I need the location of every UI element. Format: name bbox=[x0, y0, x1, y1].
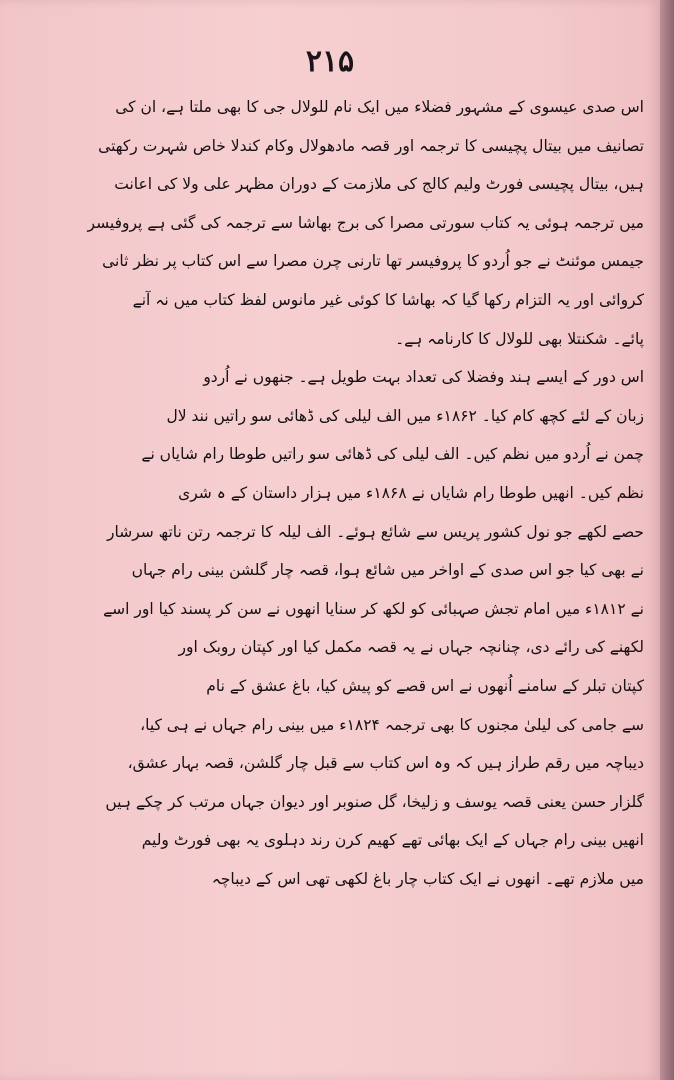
text-line: جیمس موئنٹ نے جو اُردو کا پروفیسر تھا تارنی چرن مصرا سے اس کتاب پر نظر ثانی bbox=[102, 252, 644, 271]
text-line: نے بھی کیا جو اس صدی کے اواخر میں شائع ہوا، قصہ چار گلشن بینی رام جہاں bbox=[131, 561, 644, 580]
text-line: کروائی اور یہ التزام رکھا گیا کہ بھاشا کا کوئی غیر مانوس لفظ کتاب میں نہ آنے bbox=[132, 290, 644, 309]
text-line: گلزار حسن یعنی قصہ یوسف و زلیخا، گل صنوبر اور دیوان جہاں مرتب کر چکے ہیں bbox=[105, 792, 644, 811]
text-line: اس صدی عیسوی کے مشہور فضلاء میں ایک نام للولال جی کا بھی ملتا ہے، ان کی bbox=[115, 98, 644, 116]
text-line: نے ۱۸۱۲ء میں امام تجش صہبائی کو لکھ کر سنایا انھوں نے سن کر پسند کیا اور اسے bbox=[103, 599, 644, 618]
page-number: ۲۱۵ bbox=[305, 44, 355, 79]
page-body-text bbox=[44, 88, 644, 898]
text-line: لکھنے کی رائے دی، چنانچہ جہاں نے یہ قصہ مکمل کیا اور کپتان روبک اور bbox=[178, 638, 644, 657]
text-line: سے جامی کی لیلیٰ مجنوں کا بھی ترجمہ ۱۸۲۴ء میں بینی رام جہاں نے ہی کیا، bbox=[140, 715, 644, 734]
text-line: اس دور کے ایسے ہند وفضلا کی تعداد بہت طویل ہے۔ جنھوں نے اُردو bbox=[203, 368, 644, 387]
text-line: تصانیف میں بیتال پچیسی کا ترجمہ اور قصہ مادھولال وکام کندلا خاص شہرت رکھتی bbox=[98, 136, 644, 155]
text-line: چمن نے اُردو میں نظم کیں۔ الف لیلی کی ڈھائی سو راتیں طوطا رام شایاں نے bbox=[141, 445, 644, 464]
text-line: حصے لکھے جو نول کشور پریس سے شائع ہوئے۔ الف لیلہ کا ترجمہ رتن ناتھ سرشار bbox=[107, 522, 644, 541]
text-line: میں ترجمہ ہوئی یہ کتاب سورتی مصرا کی برج بھاشا سے ترجمہ کی گئی ہے پروفیسر bbox=[87, 213, 644, 232]
text-line: دیباچہ میں رقم طراز ہیں کہ وہ اس کتاب سے قبل چار گلشن، قصہ بہار عشق، bbox=[127, 754, 644, 773]
text-line: انھیں بینی رام جہاں کے ایک بھائی تھے کھیم کرن رند دہلوی یہ بھی فورٹ ولیم bbox=[141, 831, 644, 850]
text-line: زبان کے لئے کچھ کام کیا۔ ۱۸۶۲ء میں الف لیلی کی ڈھائی سو راتیں نند لال bbox=[166, 406, 644, 425]
text-line: کپتان تبلر کے سامنے اُنھوں نے اس قصے کو پیش کیا، باغ عشق کے نام bbox=[206, 676, 644, 695]
text-line: میں ملازم تھے۔ انھوں نے ایک کتاب چار باغ لکھی تھی اس کے دیباچہ bbox=[211, 869, 644, 888]
text-line: ہیں، بیتال پچیسی فورٹ ولیم کالج کی ملازمت کے دوران مظہر علی ولا کی اعانت bbox=[114, 175, 644, 194]
page-edge bbox=[660, 0, 674, 1080]
text-line: پائے۔ شکنتلا بھی للولال کا کارنامہ ہے۔ bbox=[395, 329, 644, 348]
text-line: نظم کیں۔ انھیں طوطا رام شایاں نے ۱۸۶۸ء میں ہزار داستان کے ہ شری bbox=[178, 483, 644, 502]
